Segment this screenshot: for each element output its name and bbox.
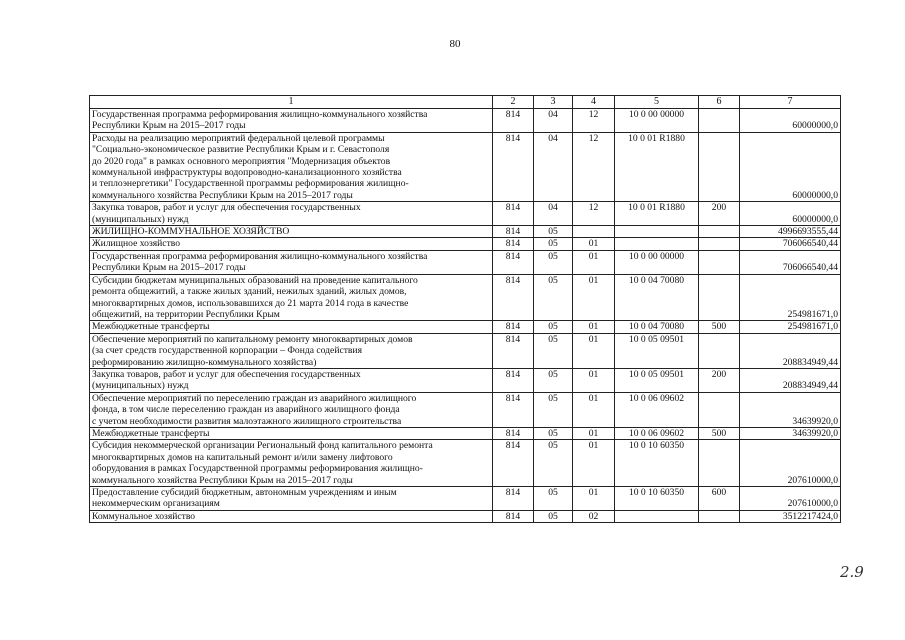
row-description <box>90 427 493 439</box>
row-description <box>90 510 493 522</box>
expense-type-code <box>699 392 740 427</box>
subsection-code: 01 <box>573 427 615 439</box>
description-line: Республики Крым на 2015–2017 годы <box>92 262 246 274</box>
subsection-code: 01 <box>573 333 615 368</box>
expense-type-code <box>699 274 740 321</box>
target-article-code: 10 0 05 09501 <box>615 333 699 368</box>
expense-type-code <box>699 226 740 238</box>
description-line: ЖИЛИЩНО-КОММУНАЛЬНОЕ ХОЗЯЙСТВО <box>92 226 290 238</box>
row-description <box>90 274 493 321</box>
ministry-code: 814 <box>493 487 534 511</box>
description-line: Обеспечение мероприятий по переселению граждан из аварийного жилищного <box>92 392 417 404</box>
description-line: (муниципальных) нужд <box>92 213 189 225</box>
row-description <box>90 226 493 238</box>
ministry-code: 814 <box>493 440 534 487</box>
header-cell: 2 <box>493 96 534 109</box>
subsection-code: 01 <box>573 274 615 321</box>
description-line: оборудования в рамках Государственной программы реформирования жилищно- <box>92 463 423 475</box>
target-article-code <box>615 226 699 238</box>
description-line: многоквартирных домов на капитальный ремонт и/или замену лифтового <box>92 451 393 463</box>
row-description <box>90 238 493 250</box>
description-line: реформированию жилищно-коммунального хозяйства) <box>92 356 317 368</box>
description-line: Закупка товаров, работ и услуг для обеспечения государственных <box>92 202 361 214</box>
ministry-code: 814 <box>493 368 534 392</box>
description-line: и теплоэнергетики" Государственной программы реформирования жилищно- <box>92 178 409 190</box>
row-description <box>90 333 493 368</box>
target-article-code: 10 0 06 09602 <box>615 392 699 427</box>
description-line: (за счет средств государственной корпорации – Фонда содействия <box>92 345 362 357</box>
target-article-code: 10 0 01 R1880 <box>615 132 699 201</box>
description-line: коммунальной инфраструктуры водопроводно-канализационного хозяйства <box>92 167 402 179</box>
subsection-code: 01 <box>573 250 615 274</box>
description-line: фонда, в том числе переселению граждан из аварийного жилищного фонда <box>92 404 400 416</box>
table-row <box>90 109 841 133</box>
table-row <box>90 510 841 522</box>
amount: 3512217424,0 <box>740 510 841 522</box>
amount: 34639920,0 <box>740 427 841 439</box>
expense-type-code <box>699 250 740 274</box>
amount: 254981671,0 <box>740 274 841 321</box>
subsection-code: 01 <box>573 368 615 392</box>
expense-type-code <box>699 510 740 522</box>
row-description <box>90 392 493 427</box>
amount: 706066540,44 <box>740 238 841 250</box>
expense-type-code: 200 <box>699 202 740 226</box>
expense-type-code: 500 <box>699 321 740 333</box>
subsection-code: 12 <box>573 132 615 201</box>
subsection-code: 01 <box>573 238 615 250</box>
row-description <box>90 321 493 333</box>
description-line: многоквартирных домов, использовавшихся до 21 марта 2014 года в качестве <box>92 297 409 309</box>
expense-type-code: 600 <box>699 487 740 511</box>
description-line: Обеспечение мероприятий по капитальному ремонту многоквартирных домов <box>92 333 413 345</box>
ministry-code: 814 <box>493 226 534 238</box>
handwritten-note: 2.9 <box>840 563 864 581</box>
expense-type-code <box>699 238 740 250</box>
amount: 60000000,0 <box>740 202 841 226</box>
target-article-code: 10 0 01 R1880 <box>615 202 699 226</box>
table-row <box>90 333 841 368</box>
table-row <box>90 274 841 321</box>
description-line: коммунального хозяйства Республики Крым на 2015–2017 годы <box>92 189 353 201</box>
table-row <box>90 132 841 201</box>
ministry-code: 814 <box>493 274 534 321</box>
expense-type-code <box>699 440 740 487</box>
table-row <box>90 202 841 226</box>
description-line: общежитий, на территории Республики Крым <box>92 308 280 320</box>
amount: 706066540,44 <box>740 250 841 274</box>
description-line: с учетом необходимости развития малоэтажного жилищного строительства <box>92 415 402 427</box>
row-description <box>90 440 493 487</box>
section-code: 05 <box>534 427 573 439</box>
section-code: 05 <box>534 226 573 238</box>
description-line: до 2020 года" в рамках основного мероприятия "Модернизация объектов <box>92 155 391 167</box>
subsection-code: 02 <box>573 510 615 522</box>
row-description <box>90 202 493 226</box>
table-row <box>90 392 841 427</box>
target-article-code: 10 0 10 60350 <box>615 440 699 487</box>
table-row <box>90 487 841 511</box>
expense-type-code: 500 <box>699 427 740 439</box>
target-article-code: 10 0 10 60350 <box>615 487 699 511</box>
header-cell: 7 <box>740 96 841 109</box>
table-row <box>90 368 841 392</box>
table-row <box>90 238 841 250</box>
description-line: Государственная программа реформирования жилищно-коммунального хозяйства <box>92 250 428 262</box>
target-article-code: 10 0 04 70080 <box>615 274 699 321</box>
section-code: 04 <box>534 202 573 226</box>
expense-type-code <box>699 132 740 201</box>
description-line: Закупка товаров, работ и услуг для обеспечения государственных <box>92 368 361 380</box>
table-row <box>90 321 841 333</box>
amount: 34639920,0 <box>740 392 841 427</box>
target-article-code: 10 0 00 00000 <box>615 250 699 274</box>
subsection-code: 01 <box>573 487 615 511</box>
ministry-code: 814 <box>493 427 534 439</box>
description-line: некоммерческим организациям <box>92 498 220 510</box>
target-article-code: 10 0 06 09602 <box>615 427 699 439</box>
subsection-code <box>573 226 615 238</box>
row-description <box>90 487 493 511</box>
description-line: "Социально-экономическое развитие Республики Крым и г. Севастополя <box>92 144 390 156</box>
ministry-code: 814 <box>493 238 534 250</box>
header-row <box>90 96 841 109</box>
description-line: Предоставление субсидий бюджетным, автономным учреждениям и иным <box>92 487 397 498</box>
expense-type-code <box>699 333 740 368</box>
page-number: 80 <box>449 38 461 50</box>
header-cell: 6 <box>699 96 740 109</box>
header-cell: 1 <box>90 96 493 109</box>
section-code: 05 <box>534 250 573 274</box>
table-row <box>90 440 841 487</box>
budget-table <box>89 95 841 523</box>
row-description <box>90 250 493 274</box>
header-cell: 5 <box>615 96 699 109</box>
target-article-code <box>615 510 699 522</box>
header-cell: 4 <box>573 96 615 109</box>
ministry-code: 814 <box>493 321 534 333</box>
section-code: 05 <box>534 440 573 487</box>
description-line: Межбюджетные трансферты <box>92 427 210 439</box>
section-code: 05 <box>534 392 573 427</box>
subsection-code: 01 <box>573 321 615 333</box>
amount: 207610000,0 <box>740 487 841 511</box>
amount: 208834949,44 <box>740 368 841 392</box>
amount: 60000000,0 <box>740 109 841 133</box>
description-line: Расходы на реализацию мероприятий федеральной целевой программы <box>92 132 385 144</box>
expense-type-code <box>699 109 740 133</box>
table-row <box>90 226 841 238</box>
row-description <box>90 368 493 392</box>
ministry-code: 814 <box>493 510 534 522</box>
section-code: 04 <box>534 132 573 201</box>
section-code: 05 <box>534 321 573 333</box>
amount: 60000000,0 <box>740 132 841 201</box>
description-line: Республики Крым на 2015–2017 годы <box>92 120 246 132</box>
section-code: 04 <box>534 109 573 133</box>
section-code: 05 <box>534 510 573 522</box>
ministry-code: 814 <box>493 392 534 427</box>
amount: 254981671,0 <box>740 321 841 333</box>
description-line: Субсидия некоммерческой организации Региональный фонд капитального ремонта <box>92 440 433 452</box>
row-description <box>90 109 493 133</box>
subsection-code: 01 <box>573 440 615 487</box>
description-line: ремонта общежитий, а также жилых зданий, нежилых зданий, жилых домов, <box>92 286 407 298</box>
description-line: Субсидии бюджетам муниципальных образований на проведение капитального <box>92 274 418 286</box>
amount: 207610000,0 <box>740 440 841 487</box>
description-line: Жилищное хозяйство <box>92 238 181 250</box>
ministry-code: 814 <box>493 250 534 274</box>
target-article-code: 10 0 00 00000 <box>615 109 699 133</box>
description-line: коммунального хозяйства Республики Крым на 2015–2017 годы <box>92 474 353 486</box>
row-description <box>90 132 493 201</box>
section-code: 05 <box>534 238 573 250</box>
target-article-code: 10 0 05 09501 <box>615 368 699 392</box>
subsection-code: 01 <box>573 392 615 427</box>
section-code: 05 <box>534 487 573 511</box>
description-line: Государственная программа реформирования жилищно-коммунального хозяйства <box>92 109 428 120</box>
ministry-code: 814 <box>493 333 534 368</box>
description-line: Коммунальное хозяйство <box>92 510 196 522</box>
description-line: (муниципальных) нужд <box>92 380 189 392</box>
target-article-code: 10 0 04 70080 <box>615 321 699 333</box>
subsection-code: 12 <box>573 109 615 133</box>
expense-type-code: 200 <box>699 368 740 392</box>
table-row <box>90 427 841 439</box>
ministry-code: 814 <box>493 132 534 201</box>
description-line: Межбюджетные трансферты <box>92 321 210 333</box>
amount: 4996693555,44 <box>740 226 841 238</box>
header-cell: 3 <box>534 96 573 109</box>
section-code: 05 <box>534 368 573 392</box>
target-article-code <box>615 238 699 250</box>
ministry-code: 814 <box>493 109 534 133</box>
subsection-code: 12 <box>573 202 615 226</box>
section-code: 05 <box>534 333 573 368</box>
amount: 208834949,44 <box>740 333 841 368</box>
section-code: 05 <box>534 274 573 321</box>
ministry-code: 814 <box>493 202 534 226</box>
table-row <box>90 250 841 274</box>
